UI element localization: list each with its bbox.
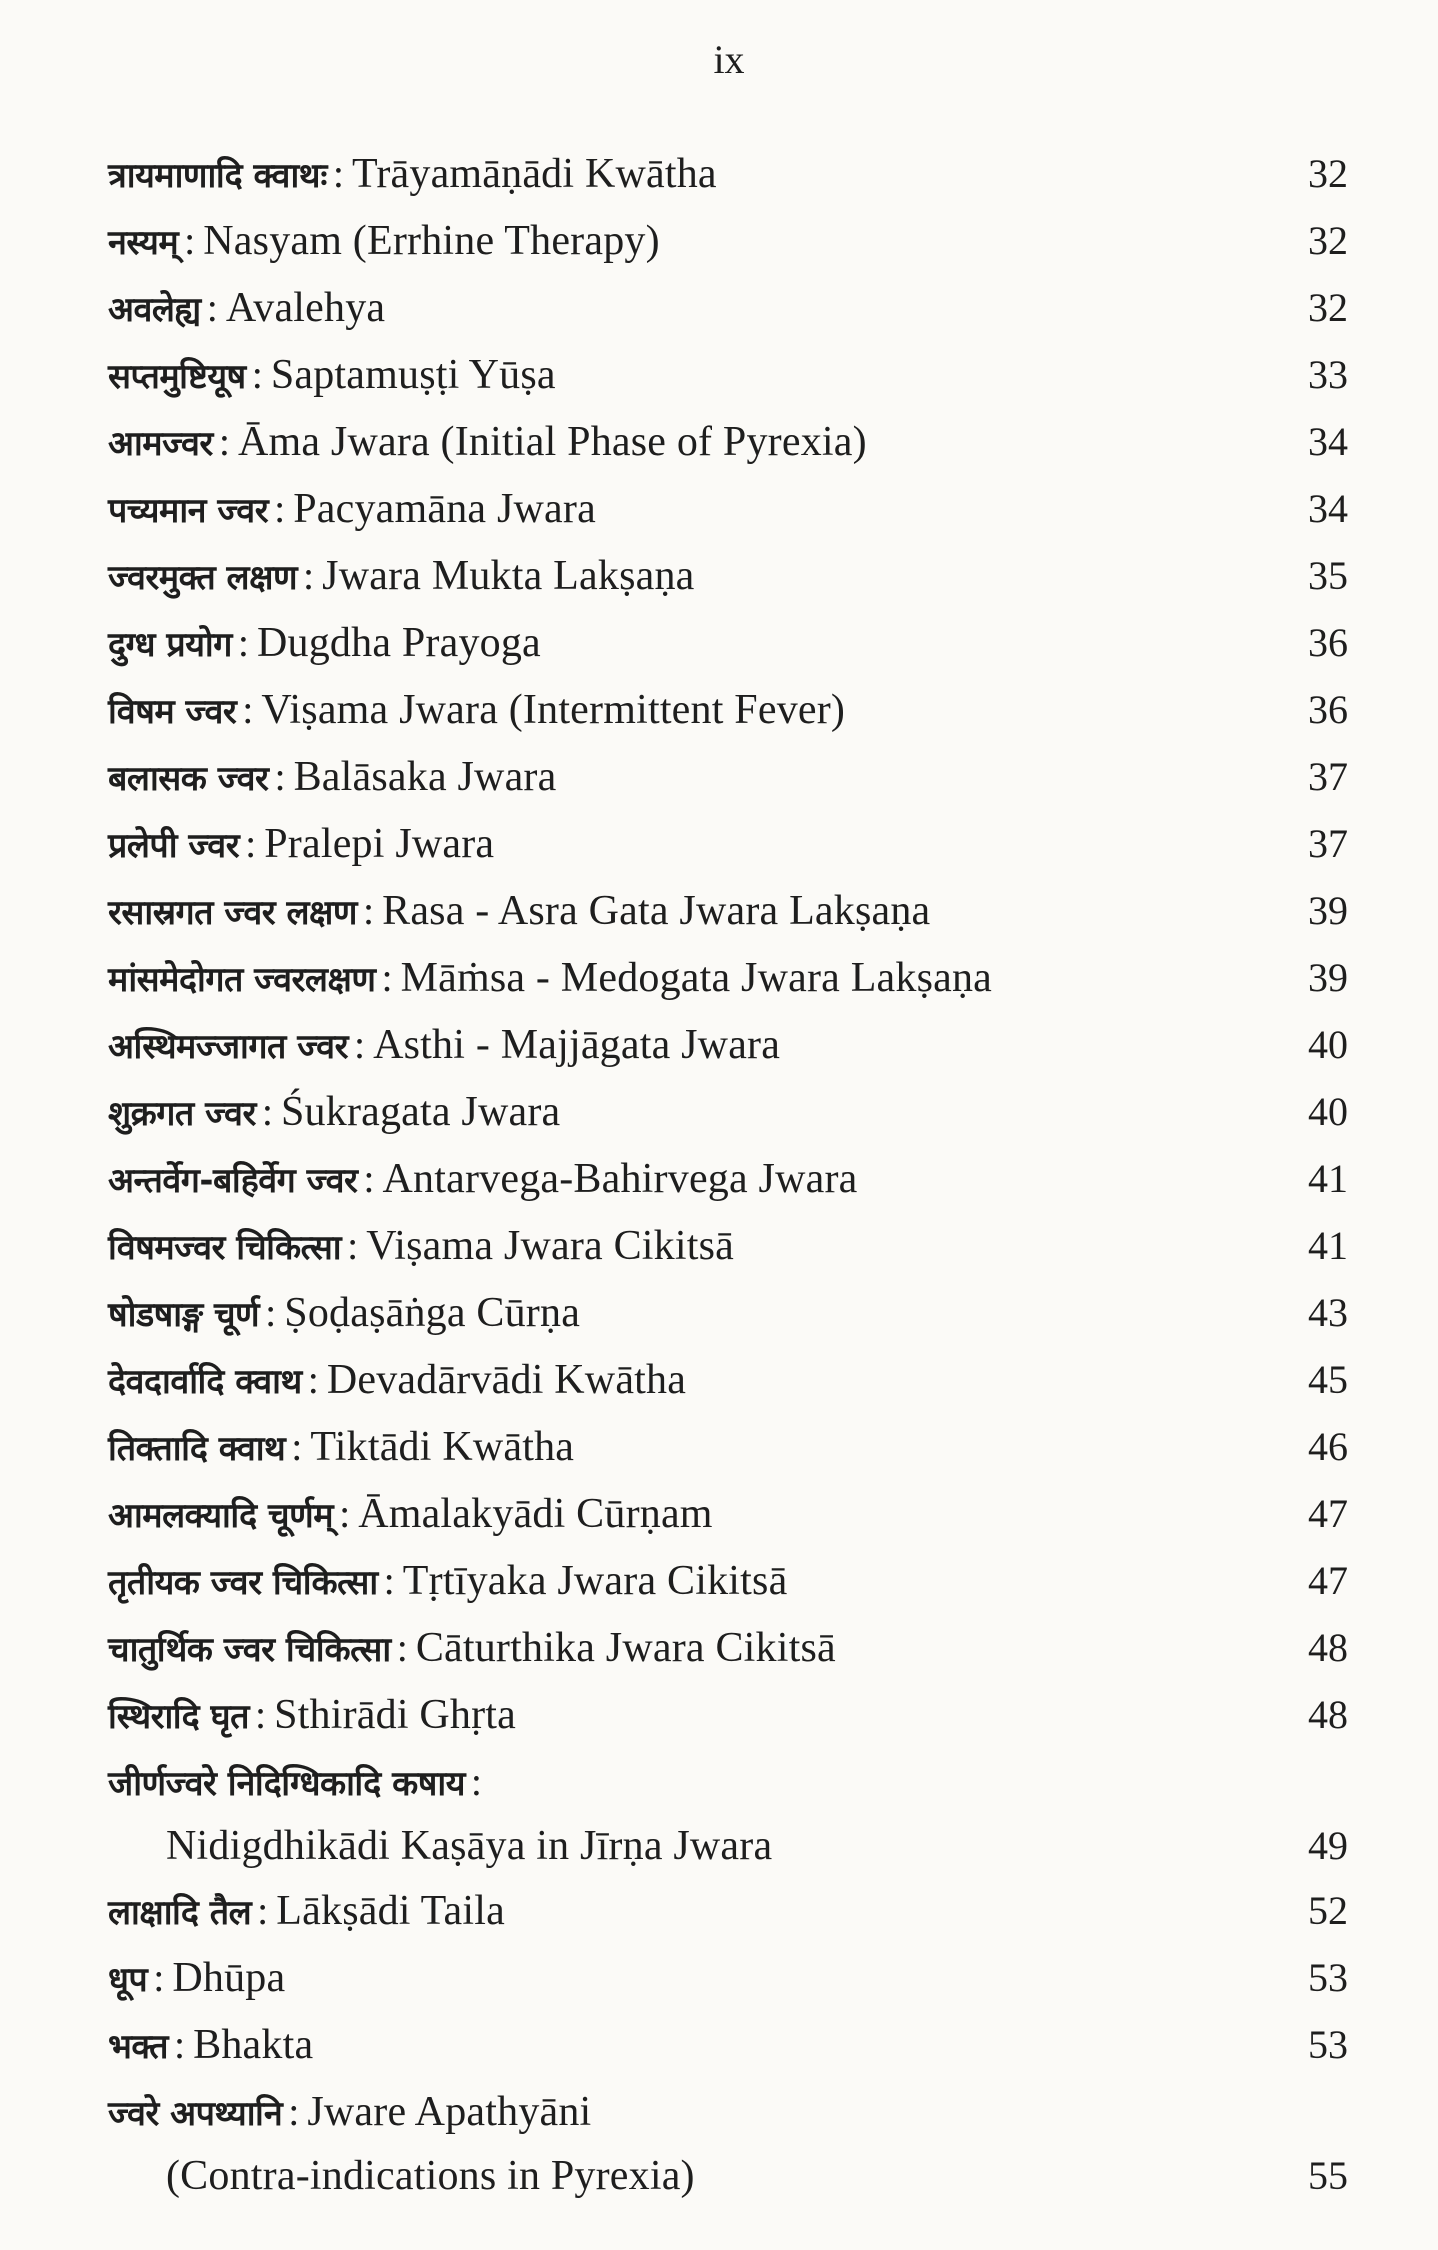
- entry-page-number: 48: [1308, 1625, 1348, 1670]
- sanskrit-title: आमज्वर: [108, 424, 213, 464]
- separator: :: [257, 1888, 269, 1933]
- toc-entry: [108, 1944, 1348, 2011]
- separator: :: [383, 1558, 395, 1603]
- toc-entry: [108, 877, 1348, 944]
- toc-entry: [108, 810, 1348, 877]
- entry-page-number: 52: [1308, 1888, 1348, 1933]
- english-title: Saptamuṣṭi Yūṣa: [270, 352, 556, 398]
- separator: :: [237, 620, 249, 665]
- sanskrit-title: जीर्णज्वरे निदिग्धिकादि कषाय: [108, 1764, 465, 1804]
- entry-page-number: 48: [1308, 1692, 1348, 1737]
- toc-entry: [108, 274, 1348, 341]
- entry-page-number: 37: [1308, 754, 1348, 799]
- entry-page-number: 32: [1308, 218, 1348, 263]
- entry-page-number: 49: [1308, 1823, 1348, 1868]
- sanskrit-title: धूप: [108, 1960, 148, 2000]
- sanskrit-title: दुग्ध प्रयोग: [108, 625, 232, 665]
- sanskrit-title: स्थिरादि घृत: [108, 1697, 249, 1737]
- separator: :: [396, 1625, 408, 1670]
- sanskrit-title: प्रलेपी ज्वर: [108, 826, 240, 866]
- toc-entry: [108, 1413, 1348, 1480]
- separator: :: [274, 754, 286, 799]
- sanskrit-title: बलासक ज्वर: [108, 759, 269, 799]
- sanskrit-title: शुक्रगत ज्वर: [108, 1094, 256, 1134]
- separator: :: [291, 1424, 303, 1469]
- english-title: Pralepi Jwara: [264, 821, 495, 867]
- sanskrit-title: तृतीयक ज्वर चिकित्सा: [108, 1563, 378, 1603]
- english-title: Jwara Mukta Lakṣaṇa: [322, 553, 695, 599]
- separator: :: [353, 1022, 366, 1067]
- english-title: Avalehya: [225, 285, 386, 331]
- toc-entry: [108, 1145, 1348, 1212]
- separator: :: [218, 419, 230, 464]
- english-title: Asthi - Majjāgata Jwara: [373, 1022, 781, 1068]
- sanskrit-title: ज्वरे अपथ्यानि: [108, 2094, 283, 2134]
- entry-page-number: 43: [1308, 1290, 1348, 1335]
- toc-entry: [108, 1011, 1348, 1078]
- entry-page-number: 32: [1308, 285, 1348, 330]
- toc-entry: [108, 944, 1348, 1011]
- entry-page-number: 41: [1308, 1156, 1348, 1201]
- separator: :: [184, 218, 196, 263]
- sanskrit-title: रसास्रगत ज्वर लक्षण: [108, 893, 357, 933]
- sanskrit-title: ज्वरमुक्त लक्षण: [108, 558, 298, 598]
- english-title: Cāturthika Jwara Cikitsā: [415, 1625, 836, 1671]
- toc-entry: [108, 2078, 1348, 2207]
- entry-page-number: 36: [1308, 620, 1348, 665]
- separator: :: [332, 151, 344, 196]
- entry-page-number: 39: [1308, 955, 1348, 1000]
- entry-page-number: 36: [1308, 687, 1348, 732]
- english-title: Balāsaka Jwara: [293, 754, 557, 800]
- sanskrit-title: पच्यमान ज्वर: [108, 491, 269, 531]
- sanskrit-title: विषम ज्वर: [108, 692, 237, 732]
- entry-page-number: 34: [1308, 486, 1348, 531]
- toc-entry: [108, 743, 1348, 810]
- english-title: Dhūpa: [172, 1955, 286, 2001]
- toc-entry: [108, 341, 1348, 408]
- separator: :: [347, 1223, 359, 1268]
- sanskrit-title: भक्त: [108, 2027, 169, 2067]
- english-title: Trāyamāṇādi Kwātha: [351, 151, 717, 197]
- entry-page-number: 32: [1308, 151, 1348, 196]
- sanskrit-title: अन्तर्वेग-बहिर्वेग ज्वर: [108, 1161, 358, 1201]
- english-title: Śukragata Jwara: [280, 1089, 561, 1135]
- entry-page-number: 47: [1308, 1491, 1348, 1536]
- sanskrit-title: अस्थिमज्जागत ज्वर: [108, 1027, 348, 1067]
- entry-page-number: 33: [1308, 352, 1348, 397]
- toc-entry: [108, 1346, 1348, 1413]
- separator: :: [265, 1290, 277, 1335]
- separator: :: [251, 352, 263, 397]
- sanskrit-title: तिक्तादि क्वाथ: [108, 1429, 286, 1469]
- english-title: Āmalakyādi Cūrṇam: [358, 1491, 713, 1537]
- english-title: Tiktādi Kwātha: [310, 1424, 575, 1470]
- entry-page-number: 45: [1308, 1357, 1348, 1402]
- english-title: Bhakta: [193, 2022, 314, 2068]
- page-number: ix: [713, 37, 745, 82]
- sanskrit-title: अवलेह्य: [108, 290, 201, 330]
- english-title: Sthirādi Ghṛta: [274, 1692, 517, 1738]
- english-title: Māṁsa - Medogata Jwara Lakṣaṇa: [400, 955, 993, 1001]
- separator: :: [254, 1692, 267, 1737]
- english-title: Āma Jwara (Initial Phase of Pyrexia): [237, 419, 867, 465]
- toc-entry: [108, 475, 1348, 542]
- entry-page-number: 53: [1308, 2022, 1348, 2067]
- sanskrit-title: विषमज्वर चिकित्सा: [108, 1228, 342, 1268]
- english-title: Dugdha Prayoga: [257, 620, 541, 666]
- sanskrit-title: लाक्षादि तैल: [108, 1893, 252, 1933]
- entry-page-number: 46: [1308, 1424, 1348, 1469]
- toc-entry: [108, 1877, 1348, 1944]
- table-of-contents: [0, 140, 1348, 2207]
- english-title: Viṣama Jwara Cikitsā: [366, 1223, 734, 1269]
- entry-page-number: 39: [1308, 888, 1348, 933]
- separator: :: [307, 1357, 319, 1402]
- sanskrit-title: आमलक्यादि चूर्णम्: [108, 1496, 334, 1536]
- entry-page-number: 37: [1308, 821, 1348, 866]
- toc-entry: [108, 207, 1348, 274]
- separator: :: [339, 1491, 351, 1536]
- sanskrit-title: त्रायमाणादि क्वाथः: [108, 156, 327, 196]
- toc-entry: [108, 1212, 1348, 1279]
- entry-page-number: 55: [1308, 2153, 1348, 2198]
- separator: :: [363, 1156, 375, 1201]
- english-title: Nasyam (Errhine Therapy): [203, 218, 660, 264]
- entry-page-number: 40: [1308, 1089, 1348, 1134]
- sanskrit-title: देवदार्वादि क्वाथ: [108, 1362, 302, 1402]
- separator: :: [303, 553, 315, 598]
- english-title-continuation: (Contra-indications in Pyrexia): [166, 2153, 695, 2199]
- toc-entry: [108, 1279, 1348, 1346]
- entry-page-number: 35: [1308, 553, 1348, 598]
- english-title: Lākṣādi Taila: [276, 1888, 505, 1934]
- separator: :: [174, 2022, 186, 2067]
- toc-entry: [108, 1614, 1348, 1681]
- separator: :: [470, 1759, 483, 1804]
- toc-entry: [108, 2011, 1348, 2078]
- toc-entry: [108, 676, 1348, 743]
- separator: :: [245, 821, 257, 866]
- separator: :: [242, 687, 254, 732]
- separator: :: [363, 888, 375, 933]
- toc-entry: [108, 1078, 1348, 1145]
- toc-entry: [108, 1480, 1348, 1547]
- sanskrit-title: नस्यम्: [108, 223, 179, 263]
- english-title: Nidigdhikādi Kaṣāya in Jīrṇa Jwara: [166, 1823, 773, 1869]
- toc-entry: [108, 542, 1348, 609]
- english-title: Ṣoḍaṣāṅga Cūrṇa: [284, 1290, 581, 1336]
- toc-entry: [108, 609, 1348, 676]
- sanskrit-title: मांसमेदोगत ज्वरलक्षण: [108, 960, 376, 1000]
- entry-page-number: 53: [1308, 1955, 1348, 2000]
- sanskrit-title: चातुर्थिक ज्वर चिकित्सा: [108, 1630, 391, 1670]
- english-title: Devadārvādi Kwātha: [326, 1357, 687, 1403]
- toc-entry: [108, 1748, 1348, 1877]
- toc-entry: [108, 408, 1348, 475]
- separator: :: [274, 486, 286, 531]
- english-title: Jware Apathyāni: [307, 2089, 592, 2135]
- entry-page-number: 40: [1308, 1022, 1348, 1067]
- separator: :: [206, 285, 218, 330]
- entry-page-number: 47: [1308, 1558, 1348, 1603]
- toc-entry: [108, 1547, 1348, 1614]
- separator: :: [288, 2089, 300, 2134]
- separator: :: [153, 1955, 165, 2000]
- entry-page-number: 34: [1308, 419, 1348, 464]
- english-title: Pacyamāna Jwara: [293, 486, 596, 532]
- toc-entry: [108, 1681, 1348, 1748]
- separator: :: [381, 955, 393, 1000]
- english-title: Viṣama Jwara (Intermittent Fever): [261, 687, 846, 733]
- separator: :: [261, 1089, 273, 1134]
- english-title: Tṛtīyaka Jwara Cikitsā: [402, 1558, 788, 1604]
- sanskrit-title: सप्तमुष्टियूष: [108, 357, 246, 397]
- toc-entry: [108, 140, 1348, 207]
- sanskrit-title: षोडषाङ्ग चूर्ण: [108, 1295, 260, 1335]
- entry-page-number: 41: [1308, 1223, 1348, 1268]
- english-title: Rasa - Asra Gata Jwara Lakṣaṇa: [382, 888, 931, 934]
- english-title: Antarvega-Bahirvega Jwara: [382, 1156, 858, 1202]
